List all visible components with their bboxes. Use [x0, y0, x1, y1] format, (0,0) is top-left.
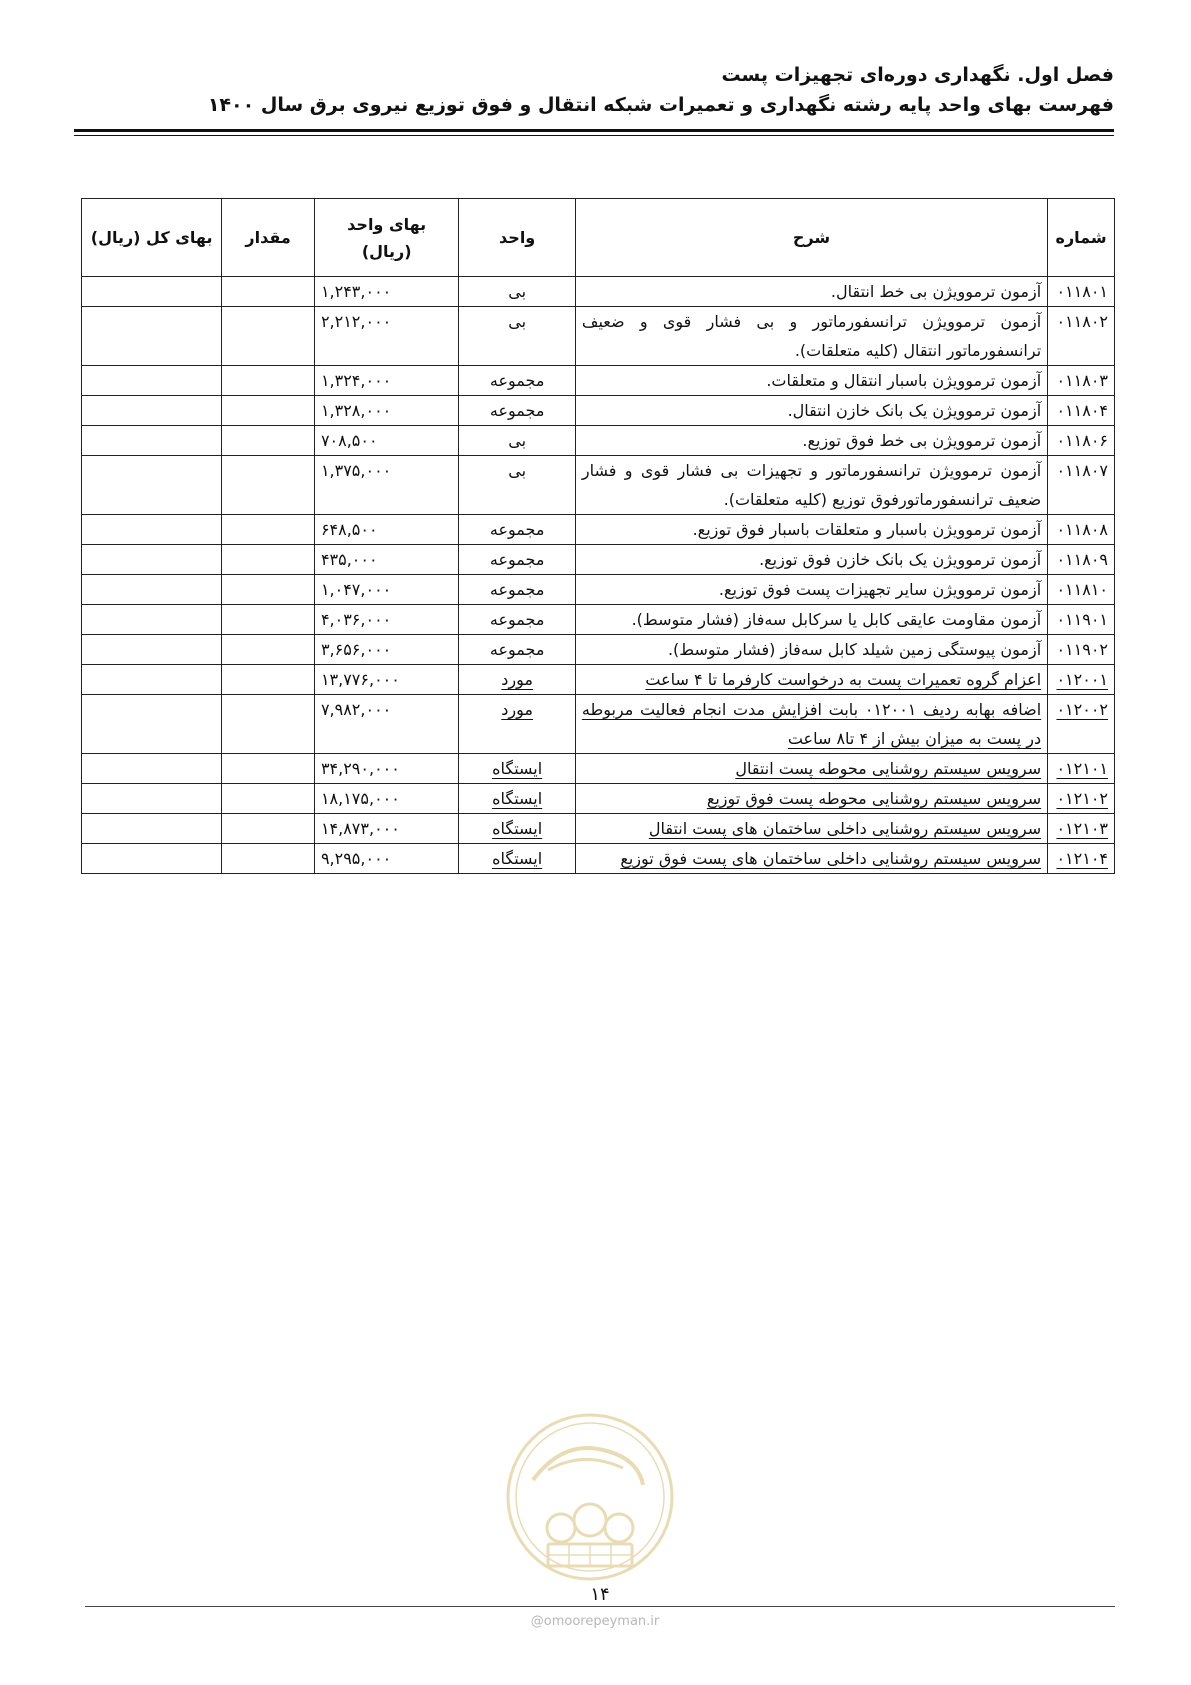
- row-number-text: ۰۱۱۸۱۰: [1056, 580, 1108, 599]
- table-row: [82, 396, 1115, 426]
- row-description: [575, 515, 1047, 545]
- row-description: [575, 814, 1047, 844]
- row-number-text: ۰۱۱۸۰۸: [1056, 520, 1108, 539]
- row-unit-price-text: ۴۳۵,۰۰۰: [320, 550, 378, 569]
- row-number: [1048, 366, 1115, 396]
- row-unit-price-text: ۲,۲۱۲,۰۰۰: [320, 312, 392, 331]
- row-description: [575, 575, 1047, 605]
- row-quantity: [222, 307, 315, 366]
- row-total: [82, 366, 222, 396]
- row-number: [1048, 515, 1115, 545]
- row-description: [575, 754, 1047, 784]
- row-unit-price: [314, 605, 458, 635]
- header-total: بهای کل (ریال): [82, 199, 222, 277]
- table-row: [82, 754, 1115, 784]
- header-unit-price: [314, 199, 458, 277]
- row-unit-price: [314, 366, 458, 396]
- row-quantity: [222, 396, 315, 426]
- row-number-text: ۰۱۱۸۰۲: [1056, 312, 1108, 331]
- row-unit-price-text: ۷,۹۸۲,۰۰۰: [320, 700, 392, 719]
- row-unit-price: [314, 575, 458, 605]
- row-description: [575, 366, 1047, 396]
- header-number: شماره: [1048, 199, 1115, 277]
- row-unit: [459, 635, 575, 665]
- row-unit-text: مجموعه: [489, 640, 545, 659]
- table-row: [82, 545, 1115, 575]
- row-quantity: [222, 814, 315, 844]
- row-description-text: آزمون ترموویژن یک بانک خازن انتقال.: [787, 401, 1042, 420]
- table-row: [82, 784, 1115, 814]
- row-unit: [459, 426, 575, 456]
- row-description: [575, 307, 1047, 366]
- row-number-text: ۰۱۲۱۰۱: [1056, 759, 1108, 778]
- header-unit-price-label: بهای واحد: [347, 214, 427, 234]
- row-description-text: سرویس سیستم روشنایی محوطه پست انتقال: [735, 759, 1042, 778]
- row-number: [1048, 575, 1115, 605]
- row-number-text: ۰۱۱۹۰۲: [1056, 640, 1108, 659]
- table-row: [82, 844, 1115, 874]
- row-description-text: سرویس سیستم روشنایی داخلی ساختمان های پست انتقال: [648, 819, 1042, 838]
- row-number: [1048, 426, 1115, 456]
- row-description-text: آزمون ترموویژن بی خط انتقال.: [830, 282, 1042, 301]
- row-unit-text: ایستگاه: [492, 789, 543, 808]
- table-row: [82, 575, 1115, 605]
- row-quantity: [222, 754, 315, 784]
- row-total: [82, 844, 222, 874]
- row-number: [1048, 844, 1115, 874]
- chapter-title: فصل اول. نگهداری دوره‌ای تجهیزات پست: [721, 64, 1114, 86]
- row-unit: [459, 605, 575, 635]
- row-unit-price: [314, 277, 458, 307]
- row-description-text: آزمون ترموویژن یک بانک خازن فوق توزیع.: [759, 550, 1042, 569]
- row-unit-text: بی: [508, 461, 527, 480]
- row-description-text: آزمون ترموویژن ترانسفورماتور و بی فشار قوی و ضعیف ترانسفورماتور انتقال (کلیه متعلقات).: [581, 312, 1042, 360]
- row-total: [82, 307, 222, 366]
- row-unit-text: مجموعه: [489, 401, 545, 420]
- row-unit-price: [314, 307, 458, 366]
- row-unit-price: [314, 844, 458, 874]
- price-list-table: [81, 198, 1115, 874]
- row-unit-text: مجموعه: [489, 550, 545, 569]
- row-unit-text: بی: [508, 312, 527, 331]
- row-number-text: ۰۱۲۱۰۲: [1056, 789, 1108, 808]
- row-unit: [459, 844, 575, 874]
- footer-rule: [85, 1606, 1115, 1607]
- row-total: [82, 665, 222, 695]
- row-unit-price: [314, 426, 458, 456]
- row-unit: [459, 814, 575, 844]
- row-unit-price-text: ۷۰۸,۵۰۰: [320, 431, 378, 450]
- header-unit: واحد: [459, 199, 575, 277]
- document-title: فهرست بهای واحد پایه رشته نگهداری و تعمیرات شبکه انتقال و فوق توزیع نیروی برق سال ۱۴۰۰: [207, 94, 1114, 116]
- row-unit: [459, 695, 575, 754]
- row-unit: [459, 396, 575, 426]
- row-number: [1048, 396, 1115, 426]
- row-quantity: [222, 426, 315, 456]
- row-unit: [459, 545, 575, 575]
- row-number: [1048, 277, 1115, 307]
- row-unit-price: [314, 635, 458, 665]
- row-description: [575, 605, 1047, 635]
- table-row: [82, 307, 1115, 366]
- row-unit-price: [314, 665, 458, 695]
- row-total: [82, 575, 222, 605]
- row-unit-price-text: ۳,۶۵۶,۰۰۰: [320, 640, 392, 659]
- row-unit-price: [314, 545, 458, 575]
- row-quantity: [222, 784, 315, 814]
- row-number: [1048, 754, 1115, 784]
- row-unit-price: [314, 695, 458, 754]
- row-description: [575, 396, 1047, 426]
- row-total: [82, 277, 222, 307]
- row-unit-text: مجموعه: [489, 520, 545, 539]
- row-unit: [459, 754, 575, 784]
- row-unit-price: [314, 784, 458, 814]
- table-row: [82, 665, 1115, 695]
- row-total: [82, 456, 222, 515]
- row-quantity: [222, 515, 315, 545]
- row-unit-price-text: ۹,۲۹۵,۰۰۰: [320, 849, 392, 868]
- table-row: [82, 635, 1115, 665]
- header-description: شرح: [575, 199, 1047, 277]
- row-number-text: ۰۱۱۸۰۴: [1056, 401, 1108, 420]
- row-unit-price-text: ۱,۰۴۷,۰۰۰: [320, 580, 392, 599]
- row-unit-text: بی: [508, 431, 527, 450]
- table-row: [82, 605, 1115, 635]
- row-number: [1048, 695, 1115, 754]
- omoore-peyman-seal-icon: [503, 1410, 677, 1584]
- row-number-text: ۰۱۱۸۰۶: [1056, 431, 1108, 450]
- row-unit-price: [314, 754, 458, 784]
- header-rule-thick: [74, 129, 1114, 132]
- row-unit-text: بی: [508, 282, 527, 301]
- row-unit-price-text: ۱,۳۲۸,۰۰۰: [320, 401, 392, 420]
- row-description: [575, 426, 1047, 456]
- row-total: [82, 545, 222, 575]
- row-number: [1048, 635, 1115, 665]
- row-quantity: [222, 635, 315, 665]
- row-description: [575, 665, 1047, 695]
- row-total: [82, 426, 222, 456]
- row-description: [575, 784, 1047, 814]
- row-unit-text: مجموعه: [489, 610, 545, 629]
- row-description: [575, 545, 1047, 575]
- row-unit-price: [314, 515, 458, 545]
- row-unit-price-text: ۱۸,۱۷۵,۰۰۰: [320, 789, 400, 808]
- row-unit-price-text: ۶۴۸,۵۰۰: [320, 520, 378, 539]
- row-number-text: ۰۱۲۰۰۱: [1056, 670, 1108, 689]
- row-quantity: [222, 366, 315, 396]
- row-unit: [459, 366, 575, 396]
- row-quantity: [222, 605, 315, 635]
- row-unit-price-text: ۳۴,۲۹۰,۰۰۰: [320, 759, 400, 778]
- header-quantity: مقدار: [222, 199, 315, 277]
- row-total: [82, 635, 222, 665]
- row-unit: [459, 515, 575, 545]
- row-number: [1048, 545, 1115, 575]
- row-unit-price-text: ۱,۳۲۴,۰۰۰: [320, 371, 392, 390]
- row-total: [82, 784, 222, 814]
- row-description: [575, 844, 1047, 874]
- row-total: [82, 396, 222, 426]
- row-unit-text: مورد: [501, 670, 533, 689]
- row-unit: [459, 307, 575, 366]
- row-total: [82, 515, 222, 545]
- row-description-text: سرویس سیستم روشنایی محوطه پست فوق توزیع: [706, 789, 1042, 808]
- row-quantity: [222, 695, 315, 754]
- row-number-text: ۰۱۱۹۰۱: [1056, 610, 1108, 629]
- row-unit-text: مورد: [501, 700, 533, 719]
- table-row: [82, 366, 1115, 396]
- row-number: [1048, 307, 1115, 366]
- row-unit-price: [314, 814, 458, 844]
- row-number: [1048, 665, 1115, 695]
- table-row: [82, 426, 1115, 456]
- row-unit: [459, 665, 575, 695]
- row-unit-price: [314, 396, 458, 426]
- row-quantity: [222, 277, 315, 307]
- table-row: [82, 515, 1115, 545]
- row-unit-text: مجموعه: [489, 580, 545, 599]
- row-unit-price-text: ۱۴,۸۷۳,۰۰۰: [320, 819, 400, 838]
- row-description-text: اضافه بهابه ردیف ۰۱۲۰۰۱ بابت افزایش مدت انجام فعالیت مربوطه در پست به میزان بیش از ۴ تا۸ ساعت: [581, 700, 1042, 748]
- row-unit: [459, 277, 575, 307]
- row-unit-text: مجموعه: [489, 371, 545, 390]
- row-unit-text: ایستگاه: [492, 759, 543, 778]
- row-total: [82, 605, 222, 635]
- row-total: [82, 754, 222, 784]
- row-unit: [459, 575, 575, 605]
- row-number: [1048, 605, 1115, 635]
- row-quantity: [222, 575, 315, 605]
- row-description-text: آزمون ترموویژن باسبار انتقال و متعلقات.: [766, 371, 1042, 390]
- row-number-text: ۰۱۱۸۰۳: [1056, 371, 1108, 390]
- row-total: [82, 695, 222, 754]
- row-number: [1048, 784, 1115, 814]
- row-description-text: آزمون ترموویژن باسبار و متعلقات باسبار فوق توزیع.: [692, 520, 1042, 539]
- row-number-text: ۰۱۱۸۰۷: [1056, 461, 1108, 480]
- row-description-text: آزمون ترموویژن ترانسفورماتور و تجهیزات بی فشار قوی و فشار ضعیف ترانسفورماتورفوق توزیع (کلیه متعلقات).: [581, 461, 1042, 509]
- header-unit-price-currency: (ریال): [361, 241, 412, 261]
- row-number: [1048, 456, 1115, 515]
- table-body: [82, 277, 1115, 874]
- website-watermark: @omoorepeyman.ir: [530, 1614, 660, 1629]
- row-unit-price-text: ۱۳,۷۷۶,۰۰۰: [320, 670, 400, 689]
- row-unit-price-text: ۱,۳۷۵,۰۰۰: [320, 461, 392, 480]
- row-quantity: [222, 456, 315, 515]
- row-quantity: [222, 545, 315, 575]
- row-unit-text: ایستگاه: [492, 849, 543, 868]
- row-description: [575, 456, 1047, 515]
- row-unit-price: [314, 456, 458, 515]
- table-row: [82, 695, 1115, 754]
- row-number: [1048, 814, 1115, 844]
- row-description-text: آزمون مقاومت عایقی کابل یا سرکابل سه‌فاز (فشار متوسط).: [631, 610, 1042, 629]
- row-unit-price-text: ۱,۲۴۳,۰۰۰: [320, 282, 392, 301]
- row-description: [575, 695, 1047, 754]
- row-unit: [459, 456, 575, 515]
- row-number-text: ۰۱۲۰۰۲: [1056, 700, 1108, 719]
- table-header-row: [82, 199, 1115, 277]
- row-unit: [459, 784, 575, 814]
- row-description-text: آزمون پیوستگی زمین شیلد کابل سه‌فاز (فشار متوسط).: [667, 640, 1042, 659]
- table-row: [82, 277, 1115, 307]
- row-unit-text: ایستگاه: [492, 819, 543, 838]
- row-total: [82, 814, 222, 844]
- row-description-text: اعزام گروه تعمیرات پست به درخواست کارفرما تا ۴ ساعت: [645, 670, 1042, 689]
- page-header: [74, 60, 1114, 120]
- table-row: [82, 814, 1115, 844]
- header-rule-thin: [74, 135, 1114, 136]
- row-description: [575, 277, 1047, 307]
- row-description-text: آزمون ترموویژن بی خط فوق توزیع.: [802, 431, 1042, 450]
- row-description: [575, 635, 1047, 665]
- row-number-text: ۰۱۲۱۰۳: [1056, 819, 1108, 838]
- row-quantity: [222, 844, 315, 874]
- row-description-text: آزمون ترموویژن سایر تجهیزات پست فوق توزیع.: [718, 580, 1042, 599]
- page-number: ۱۴: [590, 1584, 610, 1605]
- table-row: [82, 456, 1115, 515]
- row-quantity: [222, 665, 315, 695]
- row-number-text: ۰۱۱۸۰۹: [1056, 550, 1108, 569]
- row-description-text: سرویس سیستم روشنایی داخلی ساختمان های پست فوق توزیع: [620, 849, 1042, 868]
- row-unit-price-text: ۴,۰۳۶,۰۰۰: [320, 610, 392, 629]
- row-number-text: ۰۱۲۱۰۴: [1056, 849, 1108, 868]
- row-number-text: ۰۱۱۸۰۱: [1056, 282, 1108, 301]
